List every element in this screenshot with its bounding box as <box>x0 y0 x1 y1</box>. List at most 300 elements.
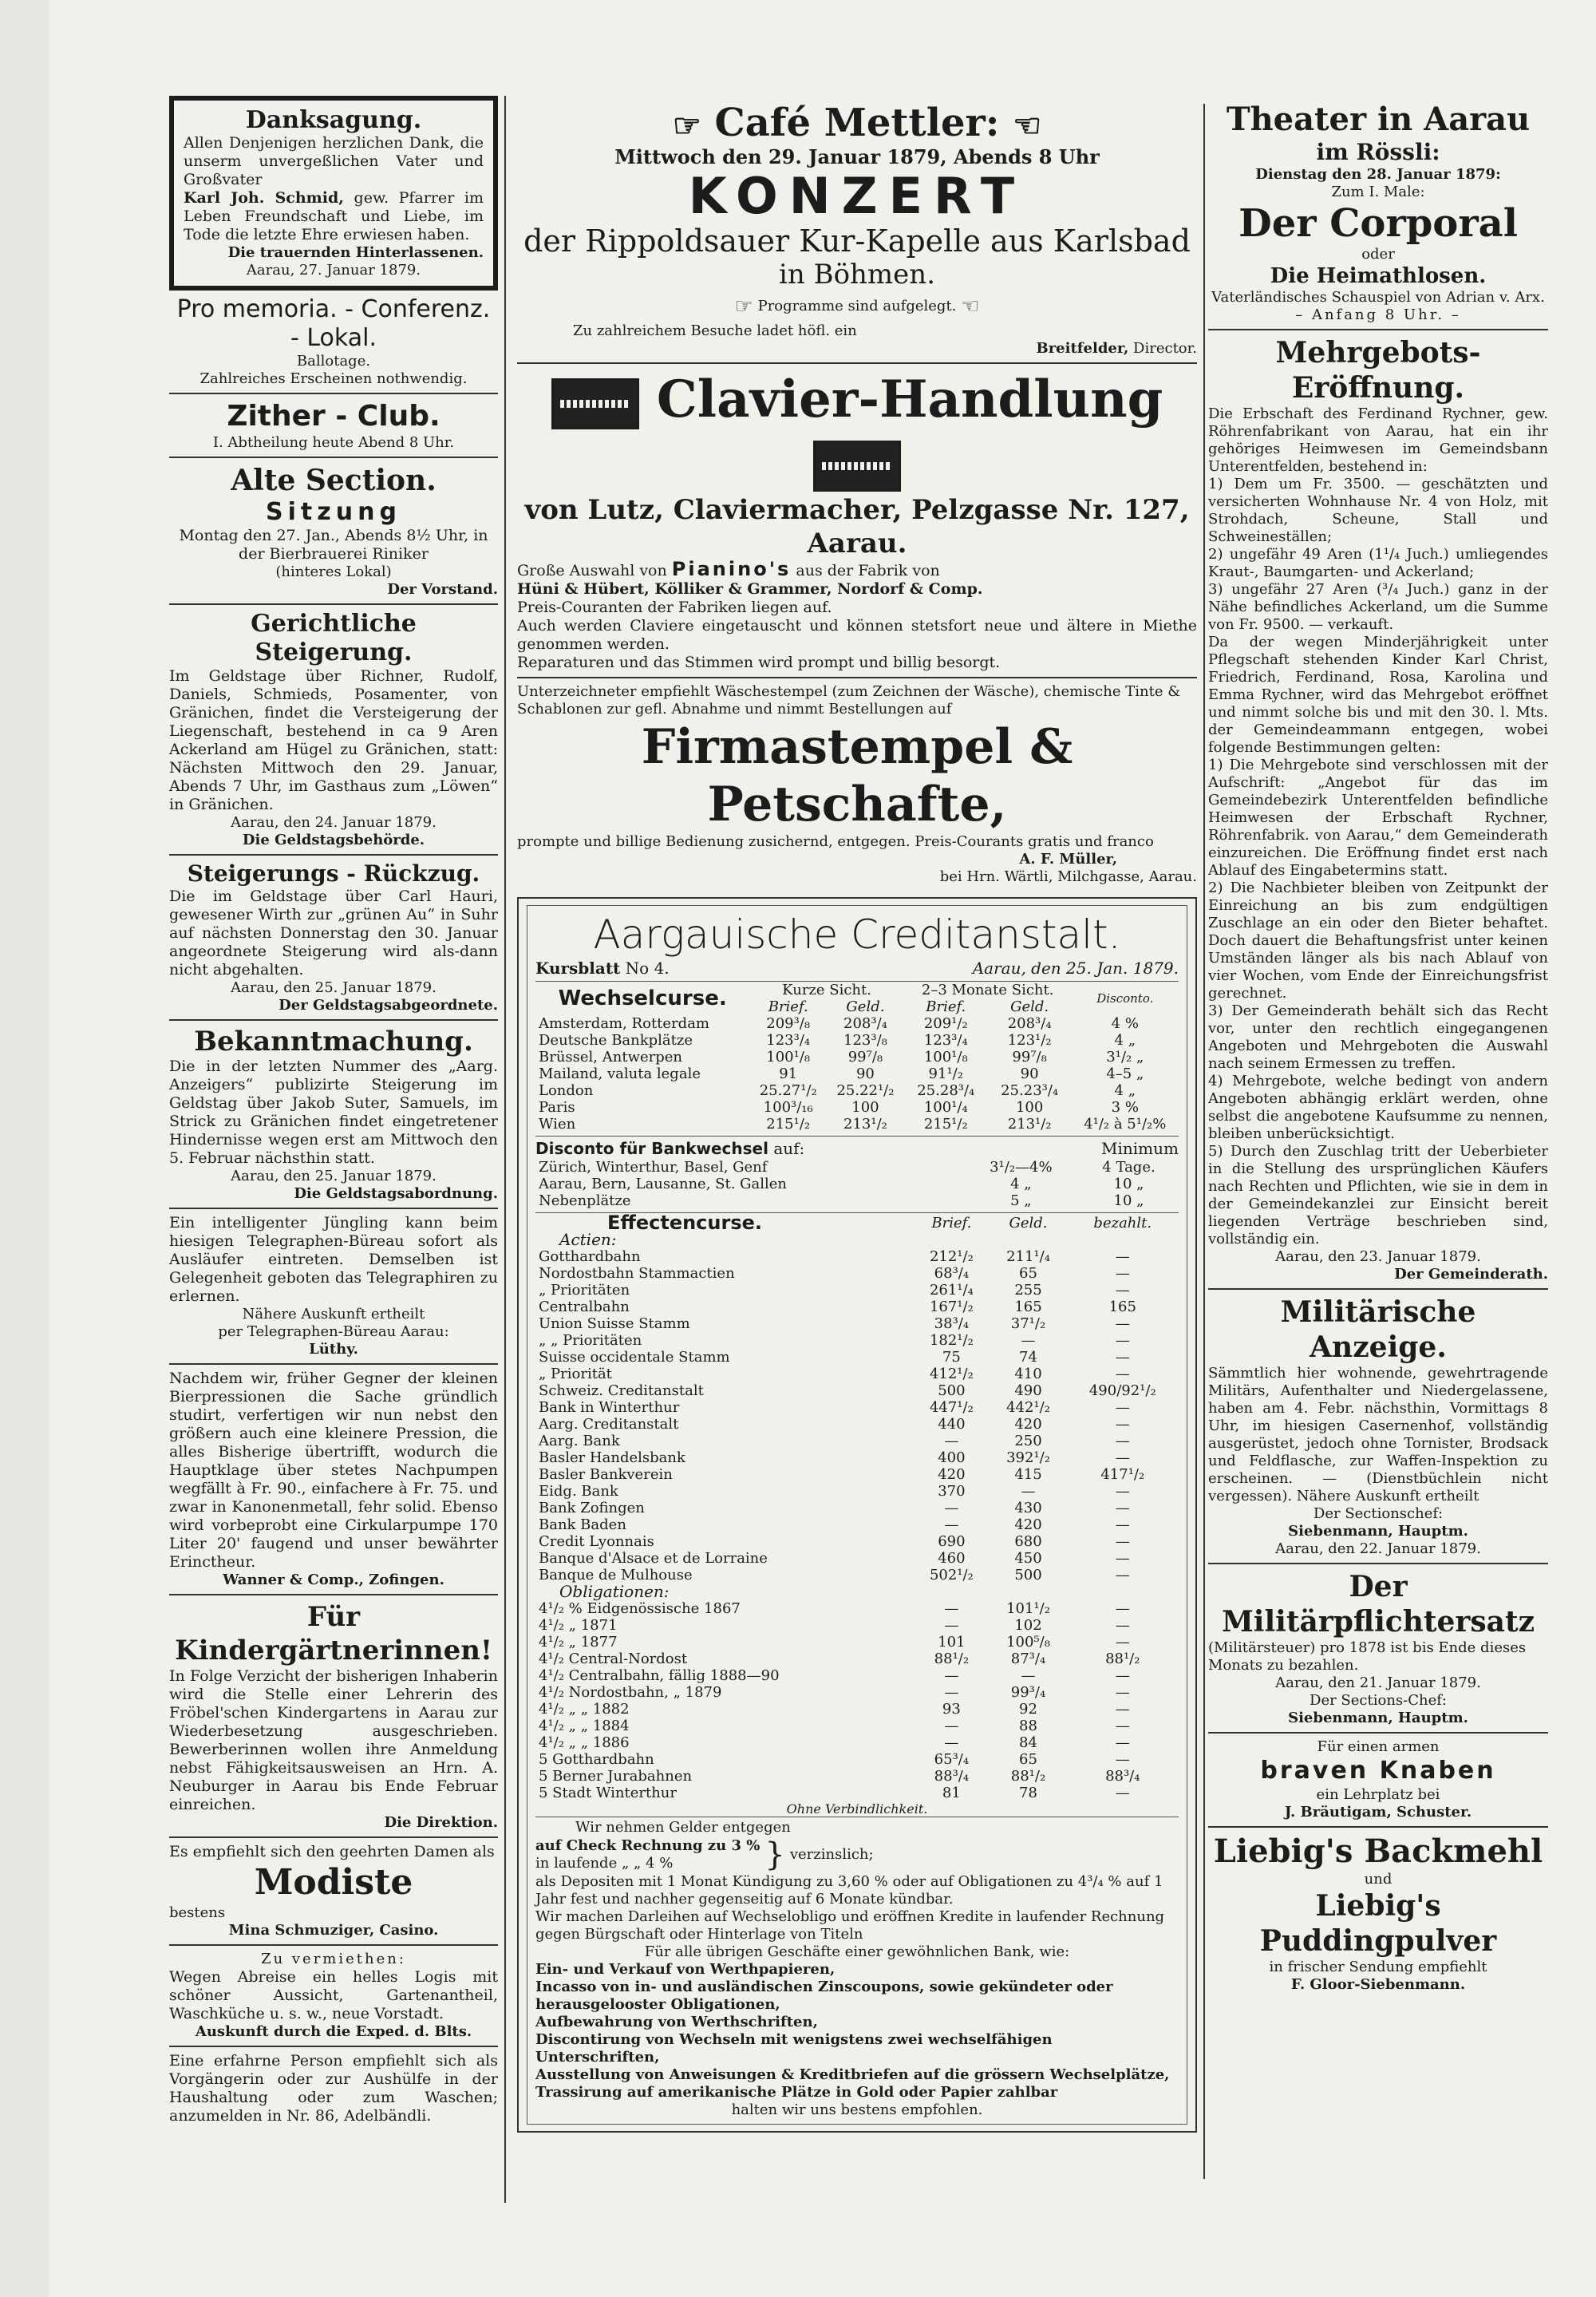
disconto-row-cell: 10 „ <box>1113 1192 1144 1209</box>
juengling-text2: Nähere Auskunft ertheilt <box>242 1306 425 1322</box>
pflichtersatz-text: (Militärsteuer) pro 1878 ist bis Ende dieses Monats zu bezahlen. <box>1208 1639 1527 1674</box>
actien-row <box>535 1299 1179 1315</box>
disconto-row-cell: Nebenplätze <box>539 1192 631 1209</box>
obligation-row-cell: 88³/₄ <box>934 1768 970 1785</box>
rueckzug-ad <box>169 856 498 1021</box>
kindergarten-signature: Die Direktion. <box>384 1814 498 1831</box>
header-brief: Brief. <box>768 998 808 1015</box>
militaer-text: Sämmtlich hier wohnende, gewehrtragende Militärs, Aufenthalter und Niedergelassene, haben am 4. Febr. nächsthin, Vormittags 8 Uhr, im hiesigen Casernenhof, vollständig ausgerüstet, jedoch ohne Tornister, Brodsack und Feldflasche, zur Waffen-Inspektion zu erscheinen. — (Dienstbüchlein nicht vergessen). Nähere Auskunft ertheilt <box>1208 1365 1548 1504</box>
pointing-hand-right-icon: ☞ <box>672 106 701 144</box>
credit-g3: in laufende „ „ 4 % <box>535 1855 674 1872</box>
militaer-ad <box>1208 1290 1548 1564</box>
liebig-ad <box>1208 1828 1548 1999</box>
liebig-t2: Liebig's Puddingpulver <box>1259 1889 1497 1958</box>
theater-anfang: – Anfang 8 Uhr. – <box>1295 306 1461 323</box>
wechsel-row <box>535 1082 1179 1099</box>
actien-row-cell: 165 <box>1014 1299 1042 1315</box>
credit-g5: als Depositen mit 1 Monat Kündigung zu 3,60 % oder auf Obligationen zu 4³/₄ % auf 1 Jahr fest und nachher gegenseitig auf 6 Monate kündbar. <box>535 1873 1163 1908</box>
obligation-row-cell: — <box>944 1718 959 1734</box>
obligation-row-cell: 4¹/₂ „ 1877 <box>539 1634 618 1651</box>
obligation-row-cell: 4¹/₂ % Eidgenössische 1867 <box>539 1600 741 1617</box>
header-lang: 2–3 Monate Sicht. <box>921 982 1054 998</box>
obligation-row <box>535 1701 1179 1718</box>
cafe-signature-role: Director. <box>1133 340 1197 357</box>
actien-row <box>535 1382 1179 1399</box>
obligation-row-cell: — <box>1115 1751 1130 1768</box>
actien-row-cell: — <box>1115 1332 1130 1349</box>
mehrgebot-b2: 2) Die Nachbieter bleiben von Zeitpunkt der Einreichung an bis zum endgültigen Zuschlage an ein oder den Bieter behaftet. Doch dauert die Behaftungsfrist unter keinen Umständen länger als bis nach Ablauf von vier Wochen, vom Ende der Einreichungsfrist gerechnet. <box>1208 880 1548 1002</box>
wechsel-row-cell: Wien <box>539 1116 576 1133</box>
bekanntmachung-text: Die in der letzten Nummer des „Aarg. Anzeigers“ publizirte Steigerung im Geldstag über Jakob Suter, Samuels, im Strick zu Gränichen findet eingetretener Hindernisse wegen erst am Mittwoch den 5. Februar nächsthin statt. <box>169 1058 498 1167</box>
obligation-row-cell: 101 <box>938 1634 966 1651</box>
vermieten-text: Wegen Abreise ein helles Logis mit schöner Aussicht, Gartenantheil, Waschküche u. s. w., neue Vorstadt. <box>169 1968 498 2022</box>
actien-row <box>535 1332 1179 1349</box>
actien-row-cell: 502¹/₂ <box>929 1567 974 1583</box>
wechsel-row-cell: 4–5 „ <box>1106 1065 1144 1082</box>
actien-row <box>535 1550 1179 1567</box>
disconto-table <box>535 1159 1179 1209</box>
actien-row-cell: — <box>944 1433 959 1449</box>
actien-row <box>535 1265 1179 1282</box>
wechsel-row-cell: 209³/₈ <box>766 1015 811 1032</box>
promemoria-ad <box>169 291 498 394</box>
alte-section-sub: (hinteres Lokal) <box>275 563 392 580</box>
wechsel-row-cell: 100³/₁₆ <box>763 1099 813 1116</box>
liebig-t1: Liebig's Backmehl <box>1213 1832 1543 1870</box>
credit-g4: verzinslich; <box>789 1846 874 1863</box>
cafe-title: Café Mettler: <box>714 101 1000 145</box>
effecten-geld: Geld. <box>1009 1215 1048 1232</box>
knaben-signature: J. Bräutigam, Schuster. <box>1284 1804 1472 1821</box>
kindergarten-ad <box>169 1595 498 1838</box>
obligation-row-cell: — <box>944 1734 959 1751</box>
pumpen-ad <box>169 1365 498 1595</box>
wechsel-rows <box>535 1015 1179 1133</box>
obligation-row-cell: — <box>1115 1600 1130 1617</box>
obligation-row-cell: 88¹/₂ <box>1105 1651 1140 1667</box>
wechsel-title: Wechselcurse. <box>558 986 727 1010</box>
actien-row-cell: „ Priorität <box>539 1366 612 1382</box>
obligation-row-cell: 4¹/₂ Centralbahn, fällig 1888—90 <box>539 1667 780 1684</box>
wechsel-row-cell: 213¹/₂ <box>1007 1116 1052 1133</box>
header-geld-2: Geld. <box>1010 998 1049 1015</box>
rueckzug-title: Steigerungs - Rückzug. <box>187 860 480 887</box>
wechsel-row-cell: 25.23³/₄ <box>1001 1082 1059 1099</box>
zither-ad <box>169 394 498 458</box>
credit-g13: Trassirung auf amerikanische Plätze in Gold oder Papier zahlbar <box>535 2084 1058 2101</box>
obligation-row <box>535 1751 1179 1768</box>
obligation-row-cell: — <box>1021 1667 1036 1684</box>
mehrgebot-b4: 4) Mehrgebote, welche bedingt von andern Angeboten abhängig erklärt werden, ohne selbst die angebotene Kaufsumme zu nennen, bleiben unberücksichtigt. <box>1208 1073 1548 1142</box>
disconto-minimum: Minimum <box>1101 1139 1179 1158</box>
cafe-ad <box>517 96 1197 364</box>
actien-row-cell: 420 <box>1014 1416 1042 1433</box>
wechsel-row-cell: 213¹/₂ <box>843 1116 887 1133</box>
obligation-row <box>535 1667 1179 1684</box>
obligation-row-cell: — <box>944 1617 959 1634</box>
obligation-row-cell: — <box>944 1684 959 1701</box>
danksagung-date: Aarau, 27. Januar 1879. <box>246 262 421 279</box>
obligation-row-cell: 100⁵/₈ <box>1006 1634 1050 1651</box>
actien-row-cell: 38³/₄ <box>934 1315 970 1332</box>
obligation-row-cell: 4¹/₂ Central-Nordost <box>539 1651 688 1667</box>
actien-row-cell: — <box>1115 1248 1130 1265</box>
effecten-table <box>535 1212 1179 1801</box>
credit-kursblatt: Kursblatt <box>535 959 621 978</box>
theater-oder: oder <box>1361 246 1395 263</box>
obligation-row-cell: 88³/₄ <box>1105 1768 1140 1785</box>
disconto-row-cell: 5 „ <box>1010 1192 1032 1209</box>
actien-row-cell: — <box>1115 1449 1130 1466</box>
zither-text: I. Abtheilung heute Abend 8 Uhr. <box>212 434 455 451</box>
cafe-invite: Zu zahlreichem Besuche ladet höfl. ein <box>573 322 857 339</box>
militaer-s1: Der Sectionschef: <box>1313 1505 1444 1522</box>
cafe-konzert: KONZERT <box>688 167 1026 225</box>
disconto-row <box>535 1192 1179 1209</box>
obligation-row <box>535 1617 1179 1634</box>
firma-intro: Unterzeichneter empfiehlt Wäschestempel (zum Zeichnen der Wäsche), chemische Tinte & Schablonen zur gefl. Abnahme und nimmt Bestellungen auf <box>517 683 1181 718</box>
obligation-row-cell: 99³/₄ <box>1010 1684 1046 1701</box>
clavier-title: Clavier-Handlung <box>656 370 1163 429</box>
liebig-signature: F. Gloor-Siebenmann. <box>1290 1976 1466 1993</box>
actien-row-cell: Suisse occidentale Stamm <box>539 1349 730 1366</box>
actien-row-cell: 442¹/₂ <box>1006 1399 1050 1416</box>
obligation-row-cell: 88¹/₂ <box>1010 1768 1046 1785</box>
clavier-t1b: aus der Fabrik von <box>796 562 940 579</box>
actien-row-cell: 74 <box>1019 1349 1037 1366</box>
mehrgebot-title: Mehrgebots-Eröffnung. <box>1275 336 1481 405</box>
theater-play: Der Corporal <box>1238 201 1518 246</box>
cafe-signature: Breitfelder, <box>1036 340 1129 357</box>
obligation-row-cell: — <box>1115 1734 1130 1751</box>
wechsel-row-cell: 4 „ <box>1114 1082 1136 1099</box>
credit-dateline: Aarau, den 25. Jan. 1879. <box>972 959 1179 978</box>
obligation-row-cell: — <box>1115 1684 1130 1701</box>
wechsel-row <box>535 1099 1179 1116</box>
actien-row-cell: 182¹/₂ <box>929 1332 974 1349</box>
actien-row-cell: 261¹/₄ <box>929 1282 974 1299</box>
actien-row-cell: 690 <box>938 1533 966 1550</box>
obligation-row-cell: 88 <box>1019 1718 1037 1734</box>
actien-row <box>535 1533 1179 1550</box>
actien-row-cell: — <box>1115 1399 1130 1416</box>
obligation-row-cell: — <box>1115 1701 1130 1718</box>
wechsel-row-cell: Deutsche Bankplätze <box>539 1032 693 1049</box>
liebig-t3: in frischer Sendung empfiehlt <box>1269 1959 1487 1975</box>
mehrgebot-signature: Der Gemeinderath. <box>1394 1266 1548 1283</box>
actien-row-cell: — <box>1021 1483 1036 1500</box>
obligation-row-cell: 5 Berner Jurabahnen <box>539 1768 693 1785</box>
wechsel-row-cell: 90 <box>1020 1065 1039 1082</box>
alte-section-ad <box>169 458 498 605</box>
wechsel-row-cell: 208³/₄ <box>1007 1015 1052 1032</box>
pumpen-text: Nachdem wir, früher Gegner der kleinen Bierpressionen die Sache gründlich studirt, verfertigen wir nun nebst den größern auch eine kleinere Pression, die alles Bisherige übertrifft, wodurch die Hauptklage über stetes Nachpumpen wegfällt à Fr. 90., einfachere à Fr. 75. und zwar in Kanonenmetall, fehr solid. Ebenso wird vorbeprobt eine Cirkularpumpe 170 Liter 20' faugend und unser bewährter Erinctheur. <box>169 1370 498 1571</box>
danksagung-text: Allen Denjenigen herzlichen Dank, die unserm unvergeßlichen Vater und Großvater <box>184 134 484 188</box>
promemoria-sub: Ballotage. <box>296 353 371 370</box>
actien-row <box>535 1449 1179 1466</box>
obligation-row-cell: 65 <box>1019 1751 1037 1768</box>
wechsel-row-cell: 123³/₈ <box>843 1032 887 1049</box>
clavier-brand: Pianino's <box>671 558 792 580</box>
actien-row-cell: — <box>1115 1550 1130 1567</box>
wechsel-row <box>535 1065 1179 1082</box>
actien-row-cell: „ „ Prioritäten <box>539 1332 642 1349</box>
steigerung-date: Aarau, den 24. Januar 1879. <box>231 814 437 831</box>
wechsel-row-cell: 4¹/₂ à 5¹/₂% <box>1084 1116 1167 1133</box>
obligationen-rows <box>535 1600 1179 1801</box>
credit-number: No 4. <box>625 959 670 978</box>
actien-row-cell: 680 <box>1014 1533 1042 1550</box>
right-column <box>1208 96 1548 2187</box>
wechsel-row-cell: Brüssel, Antwerpen <box>539 1049 683 1065</box>
obligation-row <box>535 1718 1179 1734</box>
theater-title: Theater in Aarau <box>1226 101 1531 138</box>
credit-g9: Incasso von in- und ausländischen Zinscoupons, sowie gekündeter oder herausgelooster Obligationen, <box>535 1979 1113 2013</box>
rueckzug-signature: Der Geldstagsabgeordnete. <box>279 997 498 1014</box>
actien-row-cell: — <box>944 1500 959 1516</box>
actien-row-cell: — <box>1115 1265 1130 1282</box>
pflichtersatz-title: Der Militärpflichtersatz <box>1221 1570 1535 1639</box>
mehrgebot-item1: 1) Dem um Fr. 3500. — geschätzten und versicherten Wohnhause Nr. 4 von Holz, mit Strohdach, Scheune, Stall und Schweineställen; <box>1208 476 1548 545</box>
wechsel-row-cell: 215¹/₂ <box>766 1116 811 1133</box>
pointing-hand-back-icon: ☜ <box>961 295 980 318</box>
disconto-title: Disconto für Bankwechsel <box>535 1139 768 1158</box>
obligation-row-cell: — <box>1115 1617 1130 1634</box>
clavier-t1: Große Auswahl von <box>517 562 667 579</box>
steigerung-text: Im Geldstage über Richner, Rudolf, Daniels, Schmieds, Posamenter, von Gränichen, findet die Versteigerung der Liegenschaft, bestehend in ca 9 Aren Ackerland am Hügel zu Gränichen, statt: Nächsten Mittwoch den 29. Januar, Abends 7 Uhr, im Gasthaus zum „Löwen“ in Gränichen. <box>169 667 498 813</box>
kindergarten-title: Für Kindergärtnerinnen! <box>175 1601 492 1666</box>
header-brief-2: Brief. <box>926 998 966 1015</box>
obligation-row-cell: 65³/₄ <box>934 1751 970 1768</box>
obligation-row-cell: 93 <box>942 1701 961 1718</box>
liebig-und: und <box>1364 1871 1393 1888</box>
modiste-ad <box>169 1838 498 1946</box>
actien-row-cell: Schweiz. Creditanstalt <box>539 1382 704 1399</box>
theater-play2: Die Heimathlosen. <box>1270 264 1487 288</box>
column-rule-right <box>1203 104 1205 2179</box>
disconto-row-cell: Aarau, Bern, Lausanne, St. Gallen <box>539 1176 788 1192</box>
obligation-row-cell: — <box>944 1600 959 1617</box>
wechsel-row-cell: 208³/₄ <box>843 1015 887 1032</box>
promemoria-text: Zahlreiches Erscheinen nothwendig. <box>200 370 468 387</box>
obligation-row-cell: — <box>944 1667 959 1684</box>
wechsel-row-cell: Amsterdam, Rotterdam <box>539 1015 709 1032</box>
header-kurz: Kurze Sicht. <box>782 982 871 998</box>
steigerung-title: Gerichtliche Steigerung. <box>251 610 417 666</box>
cafe-line2: in Böhmen. <box>779 259 935 291</box>
obligationen-label: Obligationen: <box>559 1582 670 1601</box>
actien-row-cell: — <box>1115 1282 1130 1299</box>
modiste-pre: bestens <box>169 1904 226 1921</box>
actien-row-cell: — <box>1115 1567 1130 1583</box>
actien-row-cell: 500 <box>938 1382 966 1399</box>
wechsel-row-cell: 209¹/₂ <box>923 1015 968 1032</box>
actien-row-cell: 370 <box>938 1483 966 1500</box>
obligation-row-cell: 4¹/₂ „ 1871 <box>539 1617 618 1634</box>
actien-row <box>535 1500 1179 1516</box>
wechsel-row-cell: 91 <box>779 1065 798 1082</box>
wechsel-row-cell: 100¹/₈ <box>923 1049 968 1065</box>
credit-ohne: Ohne Verbindlichkeit. <box>786 1801 928 1817</box>
obligation-row-cell: 84 <box>1019 1734 1037 1751</box>
mehrgebot-b1: 1) Die Mehrgebote sind verschlossen mit der Aufschrift: „Angebot für das im Gemeindebezirk Unterentfelden befindliche Heimwesen der Erbschaft Rychner, Röhrenfabrik. von Aarau,“ dem Gemeinderath einzureichen. Die Eröffnung findet erst nach Ablauf des Eingabetermins statt. <box>1208 757 1548 879</box>
steigerung-ad <box>169 605 498 856</box>
obligation-row <box>535 1785 1179 1801</box>
wechsel-row <box>535 1032 1179 1049</box>
theater-first: Zum I. Male: <box>1331 184 1425 200</box>
obligation-row-cell: 5 Stadt Winterthur <box>539 1785 677 1801</box>
danksagung-signature: Die trauernden Hinterlassenen. <box>227 244 484 261</box>
wechsel-row <box>535 1049 1179 1065</box>
obligation-row <box>535 1600 1179 1617</box>
header-geld: Geld. <box>846 998 885 1015</box>
actien-row-cell: 37¹/₂ <box>1010 1315 1046 1332</box>
actien-row-cell: Basler Bankverein <box>539 1466 673 1483</box>
obligation-row-cell: 78 <box>1019 1785 1037 1801</box>
mehrgebot-ad <box>1208 330 1548 1290</box>
steigerung-signature: Die Geldstagsbehörde. <box>242 832 425 848</box>
militaer-title: Militärische Anzeige. <box>1280 1295 1476 1364</box>
actien-row <box>535 1466 1179 1483</box>
actien-row-cell: 430 <box>1014 1500 1042 1516</box>
wechsel-row-cell: 3¹/₂ „ <box>1106 1049 1144 1065</box>
juengling-text3: per Telegraphen-Büreau Aarau: <box>218 1323 449 1340</box>
wechsel-row-cell: 100 <box>1015 1099 1044 1116</box>
wechsel-row-cell: 25.27¹/₂ <box>759 1082 817 1099</box>
obligation-row <box>535 1651 1179 1667</box>
knaben-big: braven Knaben <box>1260 1757 1496 1785</box>
wechsel-row-cell: 100¹/₄ <box>923 1099 968 1116</box>
theater-desc: Vaterländisches Schauspiel von Adrian v. Arx. <box>1211 289 1545 306</box>
actien-row-cell: 167¹/₂ <box>929 1299 974 1315</box>
wechsel-row-cell: 123¹/₂ <box>1007 1032 1052 1049</box>
modiste-text: Es empfiehlt sich den geehrten Damen als <box>169 1843 495 1860</box>
pflichtersatz-date: Aarau, den 21. Januar 1879. <box>1275 1674 1481 1691</box>
actien-row-cell: — <box>1115 1516 1130 1533</box>
effecten-title: Effectencurse. <box>607 1212 763 1234</box>
wechsel-row-cell: Paris <box>539 1099 575 1116</box>
actien-row-cell: 250 <box>1014 1433 1042 1449</box>
alte-section-title: Alte Section. <box>231 464 437 497</box>
knaben-t2: ein Lehrplatz bei <box>1316 1786 1440 1803</box>
piano-icon-right <box>813 441 901 492</box>
vermieten-title: Zu vermiethen: <box>261 1951 406 1967</box>
actien-row-cell: 165 <box>1108 1299 1136 1315</box>
actien-row-cell: — <box>1115 1366 1130 1382</box>
wechsel-row-cell: London <box>539 1082 594 1099</box>
wechsel-row-cell: 90 <box>855 1065 875 1082</box>
actien-row-cell: 65 <box>1019 1265 1037 1282</box>
bekanntmachung-date: Aarau, den 25. Januar 1879. <box>231 1168 437 1184</box>
actien-row-cell: Union Suisse Stamm <box>539 1315 690 1332</box>
actien-row-cell: Aarg. Bank <box>539 1433 620 1449</box>
actien-row-cell: Bank in Winterthur <box>539 1399 680 1416</box>
obligation-row-cell: 5 Gotthardbahn <box>539 1751 654 1768</box>
actien-row-cell: 490 <box>1014 1382 1042 1399</box>
mehrgebot-b5: 5) Durch den Zuschlag tritt der Ueberbieter in die Stellung des ursprünglichen Käufers nach Rechten und Pflichten, wie sie in dem in der Gemeindekanzlei zur Einsicht bereit liegenden Verträge beschrieben sind, vollständig ein. <box>1208 1143 1548 1247</box>
obligation-row-cell: 81 <box>942 1785 961 1801</box>
actien-row-cell: 420 <box>938 1466 966 1483</box>
disconto-row-cell: 4 Tage. <box>1102 1159 1156 1176</box>
firma-text: prompte und billige Bedienung zusichernd, entgegen. Preis-Courants gratis und franco <box>517 833 1154 850</box>
obligation-row-cell: 4¹/₂ „ „ 1882 <box>539 1701 630 1718</box>
bekanntmachung-title: Bekanntmachung. <box>194 1026 473 1058</box>
actien-row-cell: 392¹/₂ <box>1006 1449 1050 1466</box>
middle-column <box>517 96 1197 2187</box>
actien-row-cell: — <box>1115 1433 1130 1449</box>
juengling-ad <box>169 1209 498 1365</box>
credit-g11: Discontirung von Wechseln mit wenigstens zwei wechselfähigen Unterschriften, <box>535 2031 1053 2066</box>
wechsel-row <box>535 1116 1179 1133</box>
actien-row-cell: Centralbahn <box>539 1299 630 1315</box>
wechsel-row-cell: 123³/₄ <box>766 1032 811 1049</box>
zither-title: Zither - Club. <box>227 400 440 433</box>
obligation-row-cell: — <box>1115 1667 1130 1684</box>
actien-row-cell: Credit Lyonnais <box>539 1533 654 1550</box>
actien-row-cell: 490/92¹/₂ <box>1088 1382 1156 1399</box>
actien-row <box>535 1315 1179 1332</box>
clavier-makers: Hüni & Hübert, Kölliker & Grammer, Nordorf & Comp. <box>517 580 983 598</box>
left-column <box>169 96 498 2235</box>
wechsel-row-cell: 100¹/₈ <box>766 1049 811 1065</box>
actien-row-cell: Eidg. Bank <box>539 1483 618 1500</box>
obligation-row <box>535 1634 1179 1651</box>
actien-row-cell: 212¹/₂ <box>929 1248 974 1265</box>
actien-row-cell: Bank Baden <box>539 1516 626 1533</box>
juengling-text: Ein intelligenter Jüngling kann beim hiesigen Telegraphen-Büreau sofort als Ausläufer eintreten. Demselben ist Gelegenheit geboten das Telegraphiren zu erlernen. <box>169 1214 498 1305</box>
actien-row-cell: — <box>1115 1483 1130 1500</box>
clavier-t2: Preis-Couranten der Fabriken liegen auf. <box>517 599 832 616</box>
clavier-t3: Auch werden Claviere eingetauscht und können stetsfort neue und ältere in Miethe genommen werden. <box>517 617 1197 653</box>
actien-row-cell: 460 <box>938 1550 966 1567</box>
firma-address: bei Hrn. Wärtli, Milchgasse, Aarau. <box>939 868 1197 885</box>
actien-row <box>535 1366 1179 1382</box>
militaer-signature: Siebenmann, Hauptm. <box>1288 1523 1468 1540</box>
vermieten-ad <box>169 1946 498 2047</box>
wechsel-row-cell: 123³/₄ <box>923 1032 968 1049</box>
credit-g6: Wir machen Darleihen auf Wechselobligo und eröffnen Kredite in laufender Rechnung gegen Bürgschaft oder Hinterlage von Titeln <box>535 1908 1165 1943</box>
obligation-row-cell: 102 <box>1014 1617 1042 1634</box>
obligation-row-cell: 87³/₄ <box>1010 1651 1046 1667</box>
actien-row-cell: 410 <box>1014 1366 1042 1382</box>
actien-row-cell: 75 <box>942 1349 961 1366</box>
actien-row-cell: 255 <box>1014 1282 1042 1299</box>
actien-row <box>535 1248 1179 1265</box>
wechsel-row-cell: 4 % <box>1111 1015 1139 1032</box>
effecten-bezahlt: bezahlt. <box>1093 1215 1152 1232</box>
actien-row <box>535 1399 1179 1416</box>
actien-row-cell: Bank Zofingen <box>539 1500 645 1516</box>
obligation-row-cell: — <box>1115 1634 1130 1651</box>
credit-g2: auf Check Rechnung zu 3 % <box>535 1837 760 1854</box>
mehrgebot-text2: Da der wegen Minderjährigkeit unter Pflegschaft stehenden Kinder Karl Christ, Friedrich, Ferdinand, Rosa, Karolina und Emma Rychner, wird das Mehrgebot eröffnet und nimmt solche bis und mit den 30. l. Mts. der Gemeindeammann entgegen, wobei folgende Bestimmungen gelten: <box>1208 634 1548 756</box>
kindergarten-text: In Folge Verzicht der bisherigen Inhaberin wird die Stelle einer Lehrerin des Fröbel'schen Kindergartens in Aarau zur Wiederbesetzung ausgeschrieben. Bewerberinnen wollen ihre Anmeldung nebst Fähigkeitsausweisen an Hrn. A. Neuburger in Aarau bis Ende Februar einreichen. <box>169 1667 498 1813</box>
obligation-row-cell: 4¹/₂ „ „ 1886 <box>539 1734 630 1751</box>
juengling-signature: Lüthy. <box>309 1341 358 1358</box>
disconto-auf: auf: <box>773 1139 805 1158</box>
disconto-row <box>535 1176 1179 1192</box>
actien-row-cell: Nordostbahn Stammactien <box>539 1265 735 1282</box>
obligation-row-cell: — <box>1115 1785 1130 1801</box>
actien-rows <box>535 1248 1179 1583</box>
wechsel-row-cell: 215¹/₂ <box>923 1116 968 1133</box>
actien-row-cell: 400 <box>938 1449 966 1466</box>
obligation-row-cell: 4¹/₂ Nordostbahn, „ 1879 <box>539 1684 722 1701</box>
wechsel-row-cell: 99⁷/₈ <box>847 1049 883 1065</box>
actien-row-cell: — <box>1021 1332 1036 1349</box>
bekanntmachung-signature: Die Geldstagsabordnung. <box>294 1185 498 1202</box>
actien-row-cell: — <box>1115 1533 1130 1550</box>
